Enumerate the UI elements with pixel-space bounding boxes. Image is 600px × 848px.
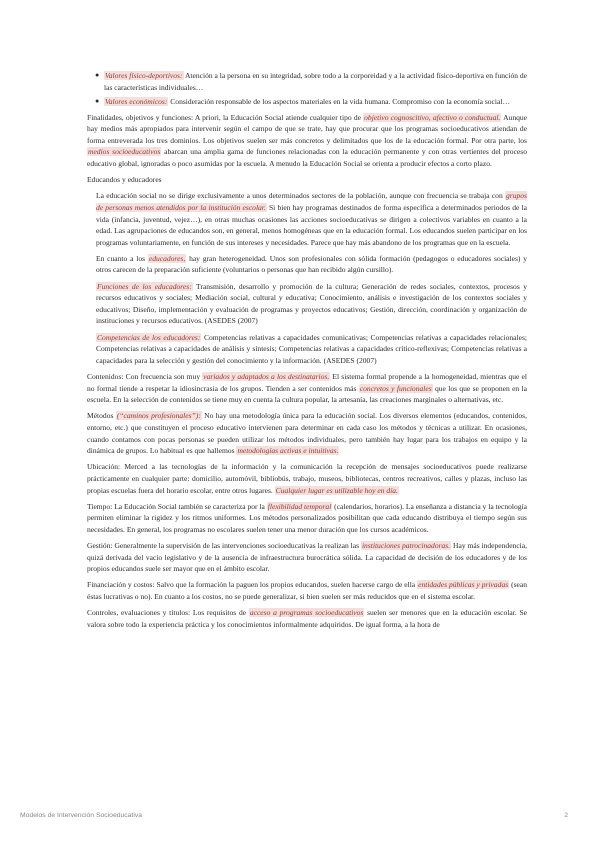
highlighted-text: Valores físico-deportivos: [105,71,183,80]
bullet-icon: ● [95,97,100,106]
highlighted-text: entidades públicas y privadas [418,580,509,590]
paragraph-text: hay gran heterogeneidad. Unos son profesionales con sólida formación (pedagogos o educadores sociales) y otros carecen de la preparación suficiente (voluntarios o personas que han recibido algún cursillo). [96,253,527,275]
highlighted-text: educadores, [148,253,186,263]
paragraph-text: que los que se proponen en la escuela. En la selección de contenidos se tiene muy en cuenta la cultura popular, la artesanía, las creaciones marginales o alternativas, etc. [87,383,527,405]
values-list [87,70,527,108]
highlighted-text: instituciones patrocinadoras. [361,541,451,551]
paragraph-metodos [87,410,527,456]
paragraph-text: (calendarios, horarios). La enseñanza a distancia y la tecnología permiten eliminar la rigidez y los ritmos uniformes. Los métodos personalizados posibilitan que cada educando distribuya el tiempo según sus necesidades. En general, los programas no escolares suelen tener una menor duración que los cursos académicos. [87,501,527,534]
paragraph-text: Transmisión, desarrollo y promoción de la cultura; Generación de redes sociales, contextos, procesos y recursos educativos y sociales; Mediación social, cultural y educativa; Conocimiento, análisis e investigación de los contextos sociales y educativos; Diseño, implementación y evaluación de programas y proyectos educativos; Gestión, dirección, coordinación y organización de instituciones y recursos educativos. (ASEDES (2007) [96,281,527,326]
paragraph-contenidos [87,371,527,406]
paragraph-text: suelen ser menores que en la educación escolar. Se valora sobre todo la experiencia práctica y los conocimientos informalmente adquiridos. De igual forma, a la hora de [87,608,527,629]
highlighted-text: (“caminos profesionales”): [116,411,201,421]
paragraph-funciones [96,281,527,327]
paragraph-text: La Educación Social también se caracteriza por la [112,501,267,511]
list-item [95,96,527,108]
paragraph-tiempo [87,501,527,536]
paragraph-gestion [87,540,527,575]
paragraph-ubicacion [87,461,527,496]
highlighted-text: metodologías activas e intuitivas. [237,446,339,456]
paragraph-finalidades [87,112,527,170]
paragraph-text: Aunque hay medios más apropiados para intervenir según el campo de que se trate, hay que procurar que los programas socioeducativos atiendan de forma entreverada los tres dominios. Los objetivos suelen ser más concretos y delimitados que los de la educación formal. Por otra parte, los [87,112,527,145]
paragraph-competencias [96,332,527,367]
highlighted-text: grupos de personas menos atendidos por la institución escolar. [96,191,527,212]
paragraph-label: Contenidos: [87,372,124,381]
highlighted-text: medios socioeducativos [88,147,161,157]
paragraph-controles [87,607,527,630]
paragraph-text: Salvo que la formación la paguen los propios educandos, suelen hacerse cargo de ella [154,580,418,590]
paragraph-educadores [96,253,527,276]
paragraph-label: Tiempo: [87,501,113,511]
highlighted-text: flexibilidad temporal [267,501,332,511]
paragraph-text: El sistema formal propende a la homogeneidad, mientras que el no formal tiende a respetar la idiosincrasia de los grupos. Tienden a ser contenidos más [87,372,527,393]
highlighted-text: Funciones de los educadores: [97,281,192,291]
paragraph-text: No hay una metodología única para la educación social. Los diversos elementos (educandos, contenidos, entorno, etc.) que constituyen el proceso educativo intervienen para determinar en cada caso los métodos y técnicas a utilizar. En ocasiones, cuando contamos con pocas personas se pueden utilizar los métodos individuales, pero también hay lugar para los trabajos en equipo y la dinámica de grupos. Lo habitual es que hallemos [87,411,527,456]
paragraph-text: A priori, la Educación Social atiende cualquier tipo de [193,112,364,122]
paragraph-label: Finalidades, objetivos y funciones: [87,112,194,122]
paragraph-text: abarcan una amplia gama de funciones relacionadas con la educación permanente y con otras vertientes del proceso educativo global, ignoradas o poco asumidas por la escuela. A menudo la Educación Social se orienta a producir efectos a corto plazo. [87,147,527,168]
paragraph-educacion-social [96,190,527,248]
highlighted-text: Cualquier lugar es utilizable hoy en día. [275,485,398,495]
bullet-icon: ● [95,71,100,79]
list-item-text: Consideración responsable de los aspectos materiales en la vida humana. Compromiso con la economía social… [168,97,511,107]
highlighted-text: acceso a programas socioeducativos [249,608,364,618]
page-content [87,70,527,635]
highlighted-text: Valores económicos: [105,97,168,107]
paragraph-label: Financiación y costos: [87,580,155,590]
highlighted-text: objetivo cognoscitivo, afectivo o conductual. [364,112,501,122]
paragraph-label: Ubicación: [87,462,121,472]
paragraph-text: (sean éstas lucrativas o no). En cuanto a los costos, no se puede generalizar, si bien suelen ser más reducidos que en el sistema escolar. [87,580,528,602]
page-footer [20,812,568,819]
paragraph-text: En cuanto a los [96,253,148,263]
paragraph-text: Hay más independencia, quizá derivada del vacío legislativo y de la ausencia de infraestructura burocrática sólida. La capacidad de decisión de los educadores y de los propios educandos suele ser mayor que en el ámbito escolar. [87,541,528,574]
paragraph-label: Métodos [87,411,114,421]
highlighted-text: Competencias de los educadores: [97,332,201,342]
paragraph-text: Generalmente la supervisión de las intervenciones socioeducativas la realizan las [112,541,361,551]
paragraph-text: Competencias relativas a capacidades comunicativas; Competencias relativas a capacidades relacionales; Competencias relativas a capacidades de análisis y síntesis; Competencias relativas a capacidades crítico-reflexivas; Competencias relativas a capacidades para la selección y gestión del conocimiento y la información. (ASEDES (2007) [96,332,527,365]
page-number: 2 [564,812,568,819]
section-heading: Educandos y educadores [87,175,162,185]
list-item-text: Atención a la persona en su integridad, sobre todo a la corporeidad y a la actividad físico-deportiva en función de las características individuales… [104,71,528,92]
paragraph-text: Si bien hay programas destinados de forma específica a determinados periodos de la vida (infancia, juventud, vejez…), en otras muchas ocasiones las acciones socioeducativas se dirigen a colectivos variables en cuanto a la edad. Las agrupaciones de educandos son, en general, menos homogéneas que en la educación formal. Los educandos suelen participar en los programas voluntariamente, en función de sus intereses y necesidades. Parece que hay más abandono de los programas que en la escuela. [96,202,527,247]
paragraph-financiacion [87,579,527,602]
paragraph-label: Controles, evaluaciones y títulos: [87,608,191,618]
paragraph-text: La educación social no se dirige exclusivamente a unos determinados sectores de la población, aunque con frecuencia se trabaja con [96,191,506,201]
paragraph-text: Con frecuencia son muy [123,372,203,381]
highlighted-text: variados y adaptados a los destinatarios. [203,372,330,381]
highlighted-text: concretos y funcionales [359,383,432,393]
footer-document-title: Modelos de Intervención Socioeducativa [20,812,143,819]
list-item [95,70,528,93]
paragraph-text: Los requisitos de [190,608,249,618]
paragraph-label: Gestión: [87,541,113,551]
paragraph-text: Merced a las tecnologías de la información y la comunicación la recepción de mensajes socioeducativos puede realizarse prácticamente en cualquier parte: domicilio, automóvil, bibliobús, trabajo, museos, bibliotecas, centros recreativos, calles y plazas, incluso las propias escuelas fuera del horario escolar, entre otros lugares. [87,462,527,495]
